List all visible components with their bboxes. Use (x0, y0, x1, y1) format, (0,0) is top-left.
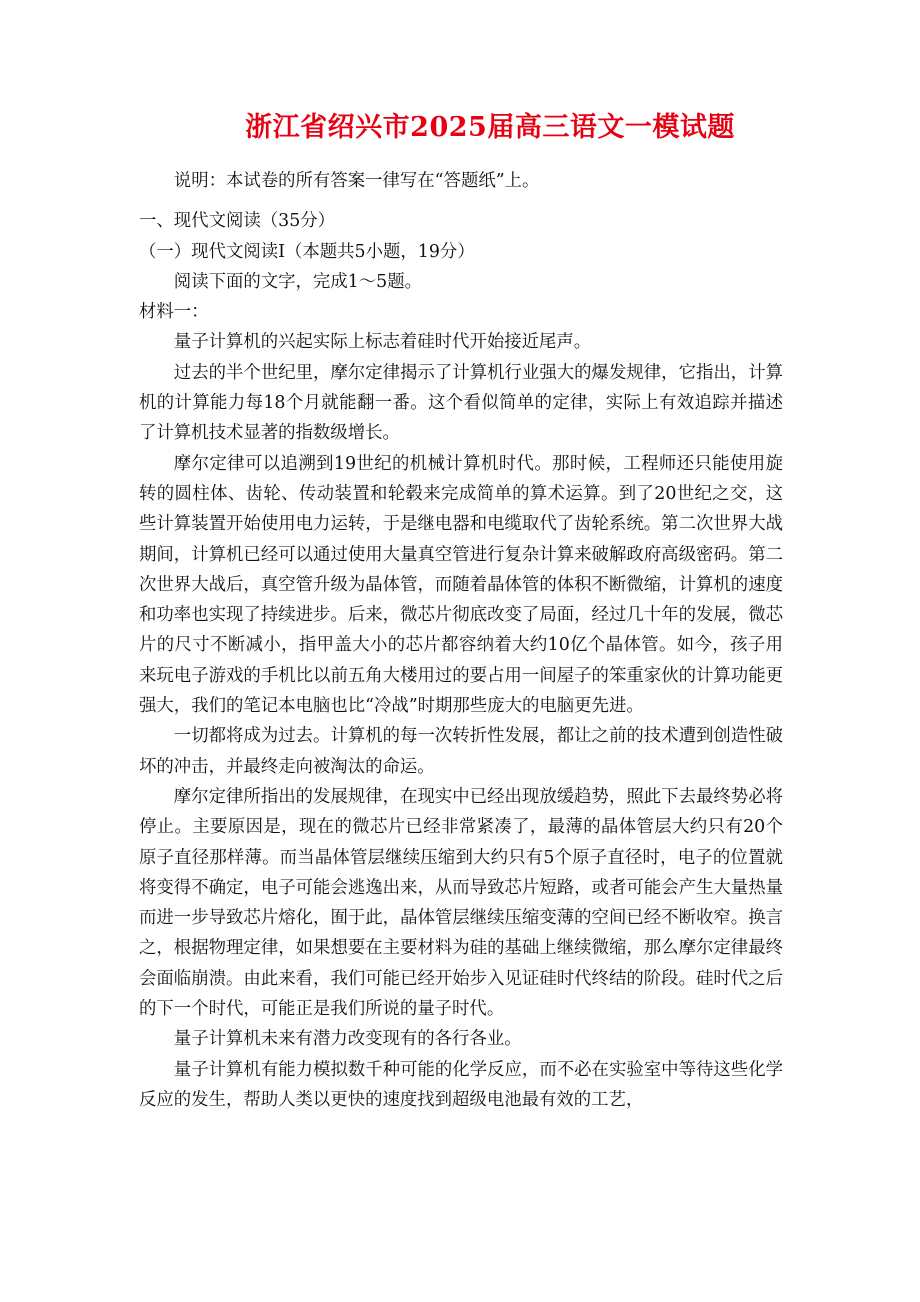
paragraph-2: 过去的半个世纪里，摩尔定律揭示了计算机行业强大的爆发规律，它指出，计算机的计算能力每18个月就能翻一番。这个看似简单的定律，实际上有效追踪并描述了计算机技术显著的指数级增长。 (139, 362, 783, 444)
document-body (139, 166, 783, 1115)
paragraph-6: 量子计算机未来有潜力改变现有的各行各业。 (173, 1029, 522, 1050)
document-title: 浙江省绍兴市2025届高三语文一模试题 (245, 112, 735, 143)
paragraph-4: 一切都将成为过去。计算机的每一次转折性发展，都让之前的技术遭到创造性破坏的冲击，并最终走向被淘汰的命运。 (139, 726, 783, 777)
subsection-heading: （一）现代文阅读Ⅰ（本题共5小题，19分） (139, 241, 475, 262)
paragraph-3: 摩尔定律可以追溯到19世纪的机械计算机时代。那时候，工程师还只能使用旋转的圆柱体、齿轮、传动装置和轮毂来完成简单的算术运算。到了20世纪之交，这些计算装置开始使用电力运转，于是继电器和电缆取代了齿轮系统。第二次世界大战期间，计算机已经可以通过使用大量真空管进行复杂计算来破解政府高级密码。第二次世界大战后，真空管升级为晶体管，而随着晶体管的体积不断微缩，计算机的速度和功率也实现了持续进步。后来，微芯片彻底改变了局面，经过几十年的发展，微芯片的尺寸不断减小，指甲盖大小的芯片都容纳着大约10亿个晶体管。如今，孩子用来玩电子游戏的手机比以前五角大楼用过的要占用一间屋子的笨重家伙的计算功能更强大，我们的笔记本电脑也比“冷战”时期那些庞大的电脑更先进。 (139, 453, 783, 717)
material-label: 材料一： (139, 302, 209, 323)
reading-instruction: 阅读下面的文字，完成1～5题。 (173, 271, 423, 292)
exam-notice: 说明：本试卷的所有答案一律写在“答题纸”上。 (173, 171, 540, 191)
paragraph-1: 量子计算机的兴起实际上标志着硅时代开始接近尾声。 (173, 332, 592, 353)
paragraph-7: 量子计算机有能力模拟数千种可能的化学反应，而不必在实验室中等待这些化学反应的发生，帮助人类以更快的速度找到超级电池最有效的工艺， (139, 1059, 783, 1110)
paragraph-5: 摩尔定律所指出的发展规律，在现实中已经出现放缓趋势，照此下去最终势必将停止。主要原因是，现在的微芯片已经非常紧凑了，最薄的晶体管层大约只有20个原子直径那样薄。而当晶体管层继续压缩到大约只有5个原子直径时，电子的位置就将变得不确定，电子可能会逃逸出来，从而导致芯片短路，或者可能会产生大量热量而进一步导致芯片熔化，囿于此，晶体管层继续压缩变薄的空间已经不断收窄。换言之，根据物理定律，如果想要在主要材料为硅的基础上继续微缩，那么摩尔定律最终会面临崩溃。由此来看，我们可能已经开始步入见证硅时代终结的阶段。硅时代之后的下一个时代，可能正是我们所说的量子时代。 (139, 786, 783, 1020)
section-heading: 一、现代文阅读（35分） (139, 211, 336, 232)
